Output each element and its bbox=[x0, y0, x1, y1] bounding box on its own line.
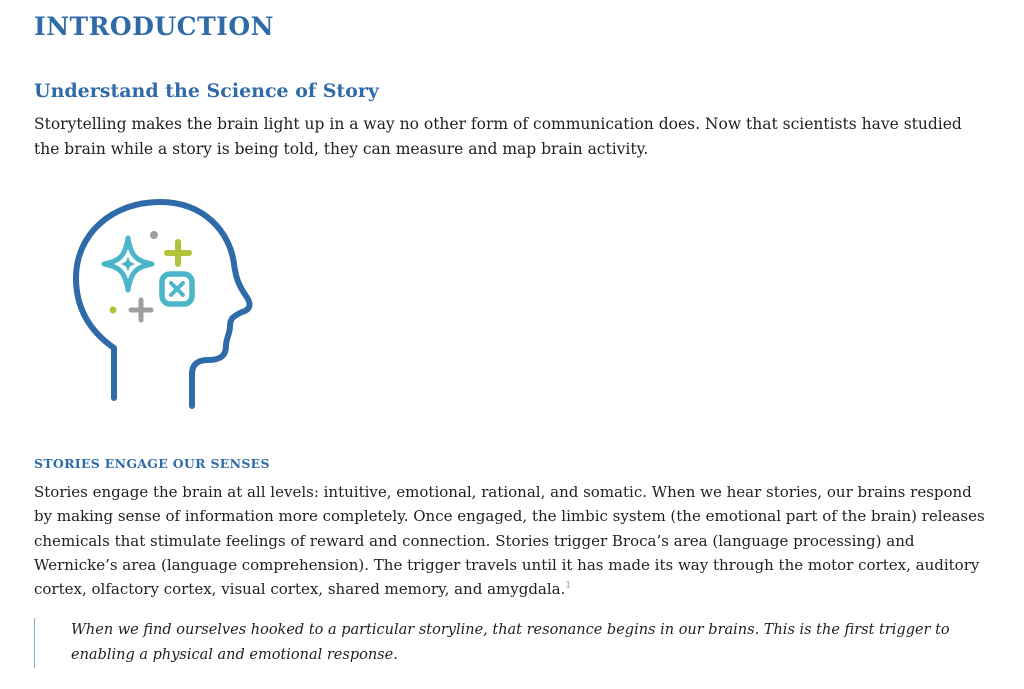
body-paragraph bbox=[34, 480, 989, 601]
body-paragraph-text: Stories engage the brain at all levels: intuitive, emotional, rational, and somatic. When we hear stories, our brains respond by making sense of information more completely. Once engaged, the limbic system (the emotional part of the brain) releases chemicals that stimulate feelings of reward and connection. Stories trigger Broca’s area (language processing) and Wernicke’s area (language comprehension). The trigger travels until it has made its way through the motor cortex, auditory cortex, olfactory cortex, visual cortex, shared memory, and amygdala. bbox=[34, 483, 985, 599]
section-title: Understand the Science of Story bbox=[34, 80, 379, 102]
pull-quote-text: When we find ourselves hooked to a particular storyline, that resonance begins in our brains. This is the first trigger to enabling a physical and emotional response. bbox=[71, 622, 950, 663]
subsection-title: STORIES ENGAGE OUR SENSES bbox=[34, 456, 270, 471]
intro-paragraph: Storytelling makes the brain light up in a way no other form of communication does. Now that scientists have studied the brain while a story is being told, they can measure and map brain activity. bbox=[34, 115, 962, 158]
brain-head-icon bbox=[70, 198, 260, 416]
pull-quote bbox=[34, 618, 984, 668]
footnote-link[interactable]: 1 bbox=[565, 581, 572, 592]
page-title: INTRODUCTION bbox=[34, 12, 275, 41]
